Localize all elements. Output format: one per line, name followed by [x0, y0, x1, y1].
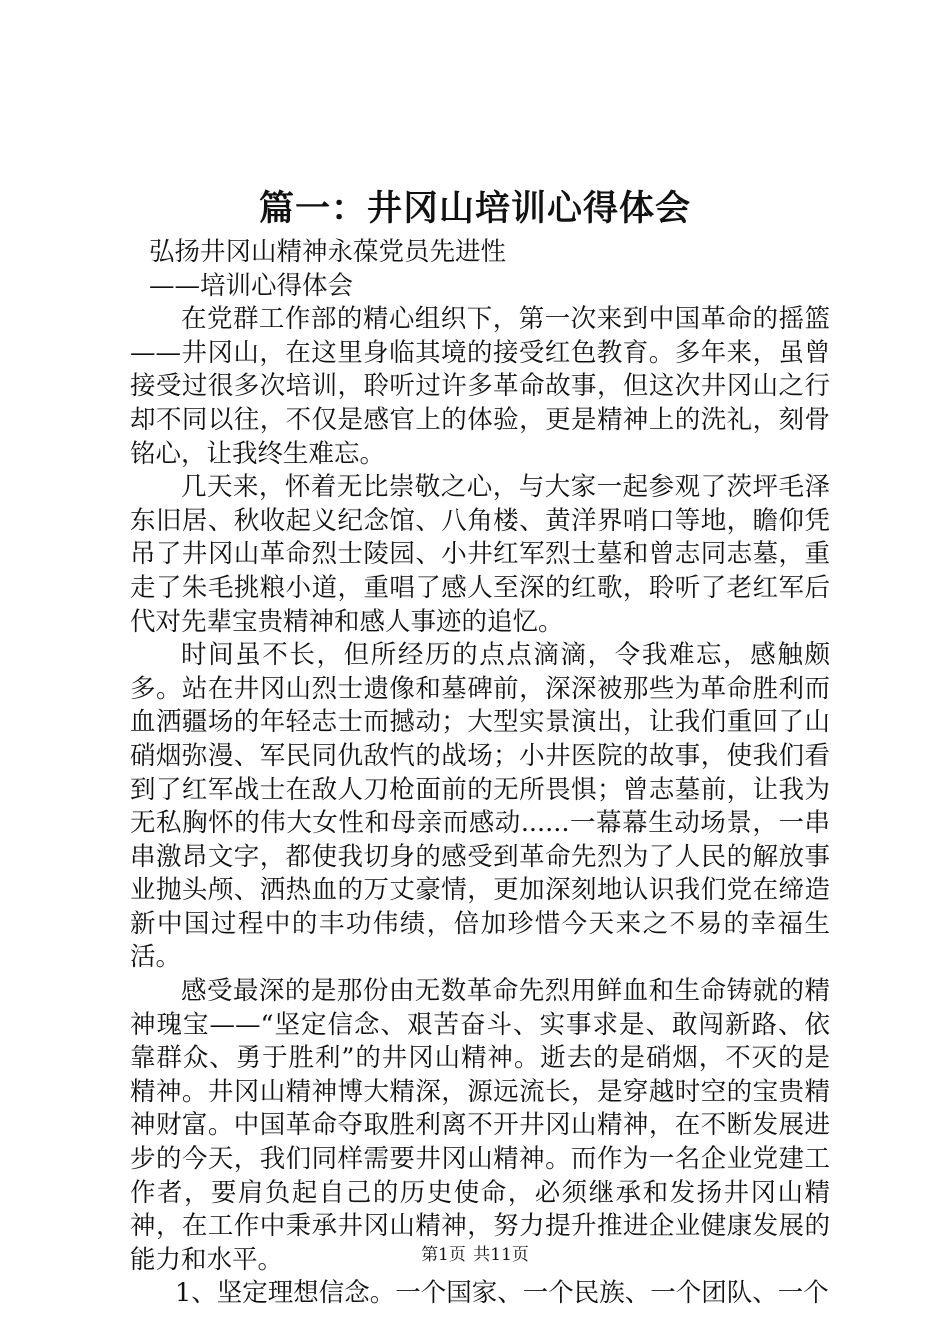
paragraph-4: 感受最深的是那份由无数革命先烈用鲜血和生命铸就的精神瑰宝——“坚定信念、艰苦奋斗、实事求是、敢闯新路、依靠群众、勇于胜利”的井冈山精神。逝去的是硝烟，不灭的是精神。井冈山精神博大精深，源远流长，是穿越时空的宝贵精神财富。中国革命夺取胜利离不开井冈山精神，在不断发展进步的今天，我们同样需要井冈山精神。而作为一名企业党建工作者，要肩负起自己的历史使命，必须继承和发扬井冈山精神，在工作中秉承井冈山精神，努力提升推进企业健康发展的能力和水平。: [130, 976, 830, 1275]
document-body: [130, 236, 830, 1311]
paragraph-2: 几天来，怀着无比崇敬之心，与大家一起参观了茨坪毛泽东旧居、秋收起义纪念馆、八角楼、黄洋界哨口等地，瞻仰凭吊了井冈山革命烈士陵园、小井红军烈士墓和曾志同志墓，重走了朱毛挑粮小道，重唱了感人至深的红歌，聆听了老红军后代对先辈宝贵精神和感人事迹的追忆。: [130, 472, 830, 637]
page-number: 第1页: [421, 1245, 466, 1265]
subtitle-secondary: ——培训心得体会: [149, 270, 354, 301]
numbered-item-1: 1、坚定理想信念。一个国家、一个民族、一个团队、一个: [175, 1278, 829, 1309]
page-total: 共11页: [473, 1245, 529, 1265]
document-title: 篇一：井冈山培训心得体会: [258, 188, 691, 229]
paragraph-1: 在党群工作部的精心组织下，第一次来到中国革命的摇篮——井冈山，在这里身临其境的接受红色教育。多年来，虽曾接受过很多次培训，聆听过许多革命故事，但这次井冈山之行却不同以往，不仅是感官上的体验，更是精神上的洗礼，刻骨铭心，让我终生难忘。: [130, 304, 830, 469]
subtitle-main: 弘扬井冈山精神永葆党员先进性: [149, 237, 507, 267]
paragraph-3: 时间虽不长，但所经历的点点滴滴，令我难忘，感触颇多。站在井冈山烈士遗像和墓碑前，深深被那些为革命胜利而血洒疆场的年轻志士而撼动；大型实景演出，让我们重回了山硝烟弥漫、军民同仇敌忾的战场；小井医院的故事，使我们看到了红军战士在敌人刀枪面前的无所畏惧；曾志墓前，让我为无私胸怀的伟大女性和母亲而感动......一幕幕生动场景，一串串激昂文字，都使我切身的感受到革命先烈为了人民的解放事业抛头颅、洒热血的万丈豪情，更加深刻地认识我们党在缔造新中国过程中的丰功伟绩，倍加珍惜今天来之不易的幸福生活。: [130, 640, 830, 973]
page-footer: [0, 1244, 950, 1266]
